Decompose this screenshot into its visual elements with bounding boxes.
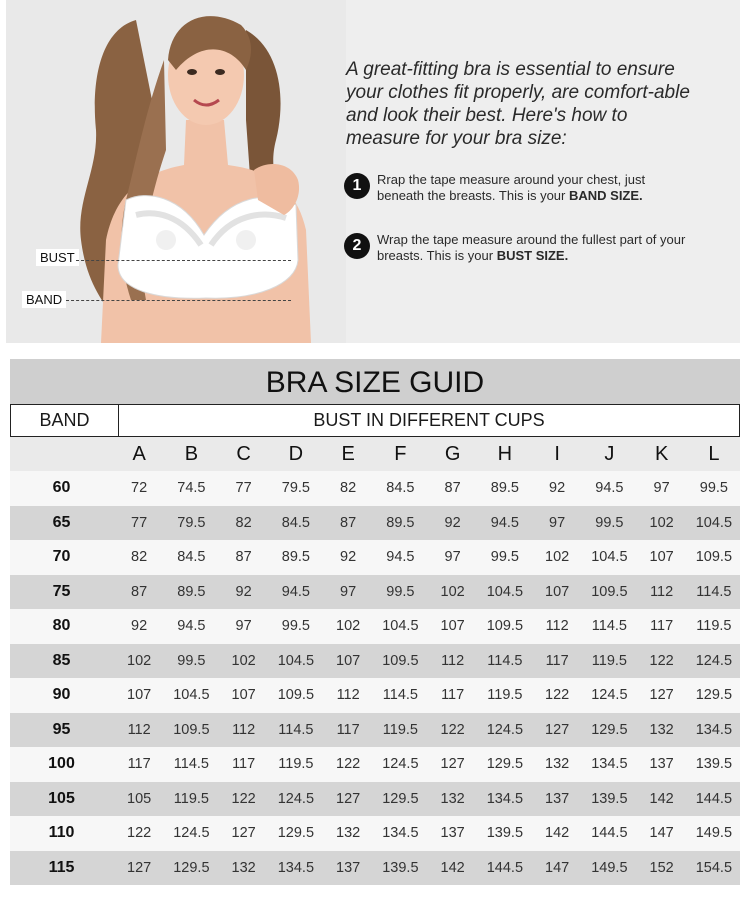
- bust-size-cell: 124.5: [382, 756, 419, 773]
- cup-header: H: [479, 437, 531, 471]
- bust-size-cell: 89.5: [386, 514, 415, 531]
- bust-size-cell: 104.5: [486, 583, 524, 600]
- bust-size-cell: 147: [649, 825, 674, 842]
- step-2-number: 2: [344, 233, 370, 259]
- band-size-cell: 75: [52, 582, 71, 600]
- bust-size-cell: 129.5: [173, 859, 210, 876]
- bust-size-cell: 97: [235, 618, 252, 635]
- bust-size-cell: 114.5: [696, 583, 732, 600]
- bust-size-cell: 109.5: [277, 687, 315, 704]
- bust-size-cell: 97: [340, 583, 357, 600]
- bust-size-cell: 114.5: [591, 618, 627, 635]
- bust-size-cell: 127: [649, 687, 674, 704]
- step-2-text: [377, 232, 689, 264]
- band-size-cell: 100: [48, 755, 75, 773]
- table-row: [10, 713, 740, 748]
- bust-size-cell: 99.5: [386, 583, 415, 600]
- bust-size-cell: 109.5: [486, 618, 524, 635]
- bust-size-cell: 94.5: [490, 514, 519, 531]
- bust-size-cell: 102: [127, 652, 152, 669]
- bust-size-cell: 94.5: [386, 549, 415, 566]
- bust-size-cell: 117: [650, 618, 674, 635]
- step-1-bold: BAND SIZE.: [568, 188, 643, 203]
- bust-size-cell: 129.5: [382, 790, 419, 807]
- cup-header: G: [427, 437, 479, 471]
- bust-size-cell: 119.5: [591, 652, 627, 669]
- bust-size-cell: 152: [649, 859, 674, 876]
- bust-size-cell: 134.5: [591, 756, 628, 773]
- table-row: [10, 471, 740, 506]
- size-guide: [10, 359, 740, 885]
- bust-size-cell: 112: [441, 652, 465, 669]
- bust-size-cell: 129.5: [591, 721, 628, 738]
- band-size-cell: 95: [52, 720, 71, 738]
- bust-size-cell: 127: [440, 756, 465, 773]
- bust-size-cell: 94.5: [177, 618, 206, 635]
- bust-size-cell: 144.5: [486, 859, 524, 876]
- bust-size-cell: 124.5: [591, 687, 628, 704]
- bust-size-cell: 114.5: [173, 756, 209, 773]
- bust-size-cell: 89.5: [177, 583, 206, 600]
- cup-header: E: [322, 437, 374, 471]
- step-2-body: Wrap the tape measure around the fullest part of your breasts. This is your: [377, 232, 686, 263]
- cup-header: D: [270, 437, 322, 471]
- bust-size-cell: 79.5: [177, 514, 206, 531]
- band-size-cell: 85: [52, 651, 71, 669]
- bust-size-cell: 114.5: [487, 652, 523, 669]
- step-1: [344, 172, 689, 204]
- table-row: [10, 851, 740, 886]
- bust-size-cell: 144.5: [695, 790, 733, 807]
- cup-header: C: [218, 437, 270, 471]
- bust-size-cell: 122: [440, 721, 465, 738]
- bust-size-cell: 92: [444, 514, 461, 531]
- step-2-bold: BUST SIZE.: [496, 248, 569, 263]
- bust-size-cell: 119.5: [696, 618, 732, 635]
- bust-size-cell: 119.5: [173, 790, 209, 807]
- bust-size-cell: 82: [340, 480, 357, 497]
- bust-size-cell: 134.5: [382, 825, 419, 842]
- hero-section: [6, 0, 740, 343]
- bust-size-cell: 117: [336, 721, 360, 738]
- bust-size-cell: 139.5: [382, 859, 419, 876]
- bust-size-cell: 117: [127, 756, 151, 773]
- band-size-cell: 105: [48, 789, 75, 807]
- step-1-body: Rrap the tape measure around your chest, just beneath the breasts. This is your: [377, 172, 646, 203]
- bust-size-cell: 92: [549, 480, 566, 497]
- table-row: [10, 747, 740, 782]
- bust-size-cell: 104.5: [591, 549, 628, 566]
- table-row: [10, 644, 740, 679]
- table-row: [10, 678, 740, 713]
- bust-size-cell: 99.5: [595, 514, 624, 531]
- cup-header: B: [165, 437, 217, 471]
- bust-size-cell: 97: [653, 480, 670, 497]
- bust-size-cell: 127: [336, 790, 361, 807]
- bust-size-cell: 132: [649, 721, 674, 738]
- table-row: [10, 609, 740, 644]
- cup-header-row: [10, 437, 740, 471]
- bust-size-cell: 142: [649, 790, 674, 807]
- table-row: [10, 540, 740, 575]
- band-size-cell: 110: [48, 824, 75, 842]
- cup-header: L: [688, 437, 740, 471]
- bust-size-cell: 122: [649, 652, 674, 669]
- bust-size-cell: 139.5: [695, 756, 733, 773]
- bust-size-cell: 137: [649, 756, 674, 773]
- bust-size-cell: 124.5: [486, 721, 524, 738]
- bust-size-cell: 99.5: [177, 652, 206, 669]
- bust-size-cell: 129.5: [277, 825, 315, 842]
- bust-size-cell: 119.5: [487, 687, 523, 704]
- bust-size-cell: 117: [232, 756, 256, 773]
- bust-size-cell: 72: [131, 480, 148, 497]
- bust-size-cell: 87: [340, 514, 357, 531]
- band-size-cell: 115: [48, 858, 75, 876]
- bust-size-cell: 84.5: [281, 514, 310, 531]
- bust-size-cell: 104.5: [382, 618, 419, 635]
- band-size-cell: 60: [52, 479, 71, 497]
- bust-size-cell: 109.5: [695, 549, 733, 566]
- bust-size-cell: 122: [336, 756, 361, 773]
- size-table: [10, 437, 740, 885]
- bust-size-cell: 77: [235, 480, 252, 497]
- bust-size-cell: 79.5: [281, 480, 310, 497]
- bust-size-cell: 137: [440, 825, 465, 842]
- bust-size-cell: 89.5: [490, 480, 519, 497]
- bust-size-cell: 139.5: [591, 790, 628, 807]
- cup-header: I: [531, 437, 583, 471]
- bust-size-cell: 117: [441, 687, 465, 704]
- bust-size-cell: 107: [231, 687, 256, 704]
- bust-size-cell: 149.5: [591, 859, 628, 876]
- bust-size-cell: 102: [231, 652, 256, 669]
- bust-size-cell: 99.5: [699, 480, 728, 497]
- bust-size-cell: 144.5: [591, 825, 628, 842]
- cup-header: K: [636, 437, 688, 471]
- table-title: BRA SIZE GUID: [10, 359, 740, 404]
- bust-size-cell: 104.5: [173, 687, 210, 704]
- bust-size-cell: 132: [545, 756, 570, 773]
- bust-size-cell: 112: [545, 618, 569, 635]
- bust-size-cell: 97: [444, 549, 461, 566]
- bust-dashed-line: [76, 260, 291, 261]
- bust-size-cell: 87: [131, 583, 148, 600]
- bust-size-cell: 112: [127, 721, 151, 738]
- bust-size-cell: 102: [440, 583, 465, 600]
- bust-size-cell: 142: [545, 825, 570, 842]
- bust-size-cell: 132: [336, 825, 361, 842]
- bust-size-cell: 154.5: [695, 859, 733, 876]
- size-table-body: [10, 471, 740, 885]
- bust-size-cell: 107: [545, 583, 570, 600]
- bust-size-cell: 82: [235, 514, 252, 531]
- bust-size-cell: 137: [336, 859, 361, 876]
- bust-size-cell: 87: [444, 480, 461, 497]
- bust-size-cell: 132: [440, 790, 465, 807]
- bust-size-cell: 117: [545, 652, 569, 669]
- bust-size-cell: 114.5: [382, 687, 418, 704]
- bust-size-cell: 107: [440, 618, 465, 635]
- bust-size-cell: 92: [131, 618, 148, 635]
- bust-size-cell: 109.5: [382, 652, 419, 669]
- bust-size-cell: 137: [545, 790, 570, 807]
- bust-size-cell: 94.5: [595, 480, 624, 497]
- bust-size-cell: 107: [649, 549, 674, 566]
- table-row: [10, 506, 740, 541]
- bust-size-cell: 109.5: [591, 583, 628, 600]
- band-size-cell: 90: [52, 686, 71, 704]
- bust-size-cell: 92: [235, 583, 252, 600]
- bust-size-cell: 122: [231, 790, 256, 807]
- bust-label: BUST: [36, 249, 79, 266]
- band-dashed-line: [66, 300, 291, 301]
- bust-size-cell: 99.5: [281, 618, 310, 635]
- bust-size-cell: 122: [545, 687, 570, 704]
- bust-size-cell: 89.5: [281, 549, 310, 566]
- bust-size-cell: 112: [232, 721, 256, 738]
- bust-size-cell: 119.5: [382, 721, 418, 738]
- bust-size-cell: 77: [131, 514, 148, 531]
- bust-size-cell: 134.5: [695, 721, 733, 738]
- band-header: BAND: [11, 405, 119, 436]
- bust-header: BUST IN DIFFERENT CUPS: [313, 410, 545, 430]
- bust-size-cell: 124.5: [695, 652, 733, 669]
- bust-size-cell: 134.5: [277, 859, 315, 876]
- intro-text: A great-fitting bra is essential to ensure your clothes fit properly, are comfort-able and look their best. Here's how to measure for your bra size:: [346, 59, 690, 149]
- bust-size-cell: 97: [549, 514, 566, 531]
- cup-header: A: [113, 437, 165, 471]
- bust-size-cell: 122: [127, 825, 152, 842]
- bust-size-cell: 107: [127, 687, 152, 704]
- cup-header: J: [583, 437, 635, 471]
- bust-size-cell: 92: [340, 549, 357, 566]
- table-row: [10, 575, 740, 610]
- bust-size-cell: 132: [231, 859, 256, 876]
- bust-size-cell: 104.5: [277, 652, 315, 669]
- bust-size-cell: 142: [440, 859, 465, 876]
- bust-size-cell: 87: [235, 549, 252, 566]
- bust-size-cell: 119.5: [278, 756, 314, 773]
- bust-size-cell: 74.5: [177, 480, 206, 497]
- bust-size-cell: 99.5: [490, 549, 519, 566]
- band-size-cell: 65: [52, 513, 71, 531]
- bust-size-cell: 105: [127, 790, 152, 807]
- bust-size-cell: 84.5: [177, 549, 206, 566]
- bust-size-cell: 124.5: [173, 825, 210, 842]
- bust-size-cell: 127: [127, 859, 152, 876]
- cup-header: F: [374, 437, 426, 471]
- bust-size-cell: 127: [231, 825, 256, 842]
- bust-size-cell: 129.5: [486, 756, 524, 773]
- bust-size-cell: 104.5: [695, 514, 733, 531]
- bust-size-cell: 129.5: [695, 687, 733, 704]
- bust-size-cell: 82: [131, 549, 148, 566]
- bust-size-cell: 102: [545, 549, 570, 566]
- bust-size-cell: 84.5: [386, 480, 415, 497]
- bust-size-cell: 139.5: [486, 825, 524, 842]
- table-header: [10, 404, 740, 437]
- bust-size-cell: 124.5: [277, 790, 315, 807]
- bust-size-cell: 109.5: [173, 721, 210, 738]
- band-size-cell: 80: [52, 617, 71, 635]
- bust-size-cell: 112: [650, 583, 674, 600]
- band-size-cell: 70: [52, 548, 71, 566]
- bust-size-cell: 149.5: [695, 825, 733, 842]
- bust-size-cell: 127: [545, 721, 570, 738]
- step-1-text: [377, 172, 689, 204]
- bust-size-cell: 147: [545, 859, 570, 876]
- step-2: [344, 232, 689, 264]
- bust-size-cell: 112: [336, 687, 360, 704]
- bust-size-cell: 114.5: [278, 721, 314, 738]
- bust-size-cell: 102: [336, 618, 361, 635]
- bust-size-cell: 134.5: [486, 790, 524, 807]
- cup-header-blank: [10, 437, 113, 471]
- bust-size-cell: 94.5: [281, 583, 310, 600]
- bust-size-cell: 107: [336, 652, 361, 669]
- step-1-number: 1: [344, 173, 370, 199]
- table-row: [10, 816, 740, 851]
- table-row: [10, 782, 740, 817]
- bust-size-cell: 102: [649, 514, 674, 531]
- band-label: BAND: [22, 291, 66, 308]
